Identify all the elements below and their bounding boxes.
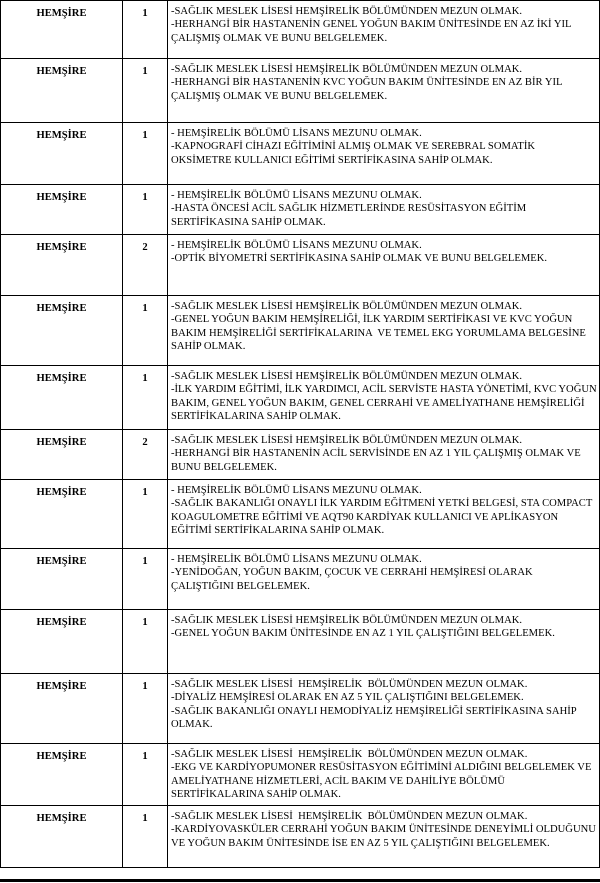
requirement-line: -SAĞLIK MESLEK LİSESİ HEMŞİRELİK BÖLÜMÜNDEN MEZUN OLMAK.	[171, 64, 523, 75]
table-row	[1, 59, 600, 123]
position-count: 1	[123, 806, 168, 868]
requirement-line: -SAĞLIK MESLEK LİSESİ HEMŞİRELİK BÖLÜMÜNDEN MEZUN OLMAK.	[171, 615, 523, 626]
requirement-line: - HEMŞİRELİK BÖLÜMÜ LİSANS MEZUNU OLMAK.	[171, 554, 422, 565]
position-title: HEMŞİRE	[1, 235, 123, 296]
requirements-cell	[168, 366, 600, 430]
requirements-cell	[168, 674, 600, 744]
position-count: 1	[123, 1, 168, 59]
requirement-line: -KARDİYOVASKÜLER CERRAHİ YOĞUN BAKIM ÜNİTESİNDE DENEYİMLİ OLDUĞUNU VE YOĞUN BAKIM ÜNİTESİNDE İSE EN AZ 5 YIL ÇALIŞTIĞINI BELGELEMEK.	[171, 824, 599, 849]
position-count: 2	[123, 430, 168, 480]
requirement-line: -İLK YARDIM EĞİTİMİ, İLK YARDIMCI, ACİL SERVİSTE HASTA YÖNETİMİ, KVC YOĞUN BAKIM, GENEL YOĞUN BAKIM, GENEL CERRAHİ VE AMELİYATHANE HEMŞİRELİĞİ SERTİFİKALARINA SAHİP OLMAK.	[171, 384, 600, 422]
requirement-line: -SAĞLIK MESLEK LİSESİ HEMŞİRELİK BÖLÜMÜNDEN MEZUN OLMAK.	[171, 749, 528, 760]
table-row	[1, 549, 600, 610]
requirements-cell	[168, 296, 600, 366]
position-count: 2	[123, 235, 168, 296]
requirements-cell	[168, 430, 600, 480]
requirement-line: -HERHANGİ BİR HASTANENİN ACİL SERVİSİNDE EN AZ 1 YIL ÇALIŞMIŞ OLMAK VE BUNU BELGELEMEK.	[171, 448, 584, 473]
position-count: 1	[123, 674, 168, 744]
requirements-cell	[168, 744, 600, 806]
requirements-cell	[168, 123, 600, 185]
position-title: HEMŞİRE	[1, 296, 123, 366]
position-title: HEMŞİRE	[1, 744, 123, 806]
position-title: HEMŞİRE	[1, 610, 123, 674]
position-title: HEMŞİRE	[1, 59, 123, 123]
requirements-cell	[168, 610, 600, 674]
bottom-rule	[0, 879, 600, 882]
table-row	[1, 235, 600, 296]
requirement-line: -GENEL YOĞUN BAKIM ÜNİTESİNDE EN AZ 1 YIL ÇALIŞTIĞINI BELGELEMEK.	[171, 628, 555, 640]
requirements-table-body	[1, 1, 600, 868]
requirement-line: -DİYALİZ HEMŞİRESİ OLARAK EN AZ 5 YIL ÇALIŞTIĞINI BELGELEMEK.	[171, 692, 524, 704]
position-count: 1	[123, 744, 168, 806]
requirement-line: -EKG VE KARDİYOPUMONER RESÜSİTASYON EĞİTİMİNİ ALDIĞINI BELGELEMEK VE AMELİYATHANE HİZMETLERİ, ACİL BAKIM VE DAHİLİYE BÖLÜMÜ SERTİFİKALARINA SAHİP OLMAK.	[171, 762, 594, 800]
requirement-line: - HEMŞİRELİK BÖLÜMÜ LİSANS MEZUNU OLMAK.	[171, 485, 422, 496]
position-title: HEMŞİRE	[1, 674, 123, 744]
position-title: HEMŞİRE	[1, 366, 123, 430]
table-row	[1, 296, 600, 366]
requirement-line: -SAĞLIK MESLEK LİSESİ HEMŞİRELİK BÖLÜMÜNDEN MEZUN OLMAK.	[171, 301, 523, 312]
requirements-cell	[168, 185, 600, 235]
position-count: 1	[123, 59, 168, 123]
requirement-line: -SAĞLIK MESLEK LİSESİ HEMŞİRELİK BÖLÜMÜNDEN MEZUN OLMAK.	[171, 679, 528, 690]
requirements-cell	[168, 1, 600, 59]
requirement-line: - HEMŞİRELİK BÖLÜMÜ LİSANS MEZUNU OLMAK.	[171, 190, 422, 201]
requirement-line: -SAĞLIK MESLEK LİSESİ HEMŞİRELİK BÖLÜMÜNDEN MEZUN OLMAK.	[171, 6, 523, 17]
requirements-cell	[168, 480, 600, 549]
requirement-line: -YENİDOĞAN, YOĞUN BAKIM, ÇOCUK VE CERRAHİ HEMŞİRESİ OLARAK ÇALIŞTIĞINI BELGELEMEK.	[171, 567, 536, 592]
requirement-line: -HASTA ÖNCESİ ACİL SAĞLIK HİZMETLERİNDE RESÜSİTASYON EĞİTİM SERTİFİKASINA SAHİP OLMAK.	[171, 203, 529, 228]
requirement-line: - HEMŞİRELİK BÖLÜMÜ LİSANS MEZUNU OLMAK.	[171, 128, 422, 139]
position-count: 1	[123, 366, 168, 430]
table-row	[1, 480, 600, 549]
table-row	[1, 674, 600, 744]
position-count: 1	[123, 610, 168, 674]
table-row	[1, 123, 600, 185]
requirements-cell	[168, 235, 600, 296]
requirement-line: -HERHANGİ BİR HASTANENİN GENEL YOĞUN BAKIM ÜNİTESİNDE EN AZ İKİ YIL ÇALIŞMIŞ OLMAK VE BUNU BELGELEMEK.	[171, 19, 574, 44]
requirement-line: - HEMŞİRELİK BÖLÜMÜ LİSANS MEZUNU OLMAK.	[171, 240, 422, 251]
position-title: HEMŞİRE	[1, 480, 123, 549]
position-title: HEMŞİRE	[1, 806, 123, 868]
requirement-line: -KAPNOGRAFİ CİHAZI EĞİTİMİNİ ALMIŞ OLMAK VE SEREBRAL SOMATİK OKSİMETRE KULLANICI EĞİTİMİ SERTİFİKASINA SAHİP OLMAK.	[171, 141, 538, 166]
position-count: 1	[123, 480, 168, 549]
position-count: 1	[123, 185, 168, 235]
requirements-cell	[168, 806, 600, 868]
requirements-cell	[168, 59, 600, 123]
table-row	[1, 1, 600, 59]
requirement-line: -GENEL YOĞUN BAKIM HEMŞİRELİĞİ, İLK YARDIM SERTİFİKASI VE KVC YOĞUN BAKIM HEMŞİRELİĞİ SERTİFİKALARINA VE TEMEL EKG YORUMLAMA BELGESİNE SAHİP OLMAK.	[171, 314, 589, 352]
requirement-line: -SAĞLIK MESLEK LİSESİ HEMŞİRELİK BÖLÜMÜNDEN MEZUN OLMAK.	[171, 811, 528, 822]
table-row	[1, 610, 600, 674]
position-count: 1	[123, 296, 168, 366]
position-count: 1	[123, 123, 168, 185]
table-row	[1, 744, 600, 806]
table-row	[1, 366, 600, 430]
requirement-line: -HERHANGİ BİR HASTANENİN KVC YOĞUN BAKIM ÜNİTESİNDE EN AZ BİR YIL ÇALIŞMIŞ OLMAK VE BUNU BELGELEMEK.	[171, 77, 565, 102]
requirements-cell	[168, 549, 600, 610]
table-row	[1, 806, 600, 868]
table-row	[1, 430, 600, 480]
table-row	[1, 185, 600, 235]
position-title: HEMŞİRE	[1, 549, 123, 610]
requirement-line: -SAĞLIK MESLEK LİSESİ HEMŞİRELİK BÖLÜMÜNDEN MEZUN OLMAK.	[171, 371, 523, 382]
requirement-line: -SAĞLIK BAKANLIĞI ONAYLI İLK YARDIM EĞİTMENİ YETKİ BELGESİ, STA COMPACT KOAGULOMETRE EĞİTİMİ VE AQT90 KARDİYAK KULLANICI VE APLİKASYON EĞİTİMİ SERTİFİKALARINA SAHİP OLMAK.	[171, 498, 595, 536]
requirement-line: -SAĞLIK BAKANLIĞI ONAYLI HEMODİYALİZ HEMŞİRELİĞİ SERTİFİKASINA SAHİP OLMAK.	[171, 705, 579, 730]
requirement-line: -OPTİK BİYOMETRİ SERTİFİKASINA SAHİP OLMAK VE BUNU BELGELEMEK.	[171, 253, 548, 265]
position-title: HEMŞİRE	[1, 123, 123, 185]
position-title: HEMŞİRE	[1, 430, 123, 480]
position-title: HEMŞİRE	[1, 1, 123, 59]
position-title: HEMŞİRE	[1, 185, 123, 235]
requirement-line: -SAĞLIK MESLEK LİSESİ HEMŞİRELİK BÖLÜMÜNDEN MEZUN OLMAK.	[171, 435, 523, 446]
position-count: 1	[123, 549, 168, 610]
